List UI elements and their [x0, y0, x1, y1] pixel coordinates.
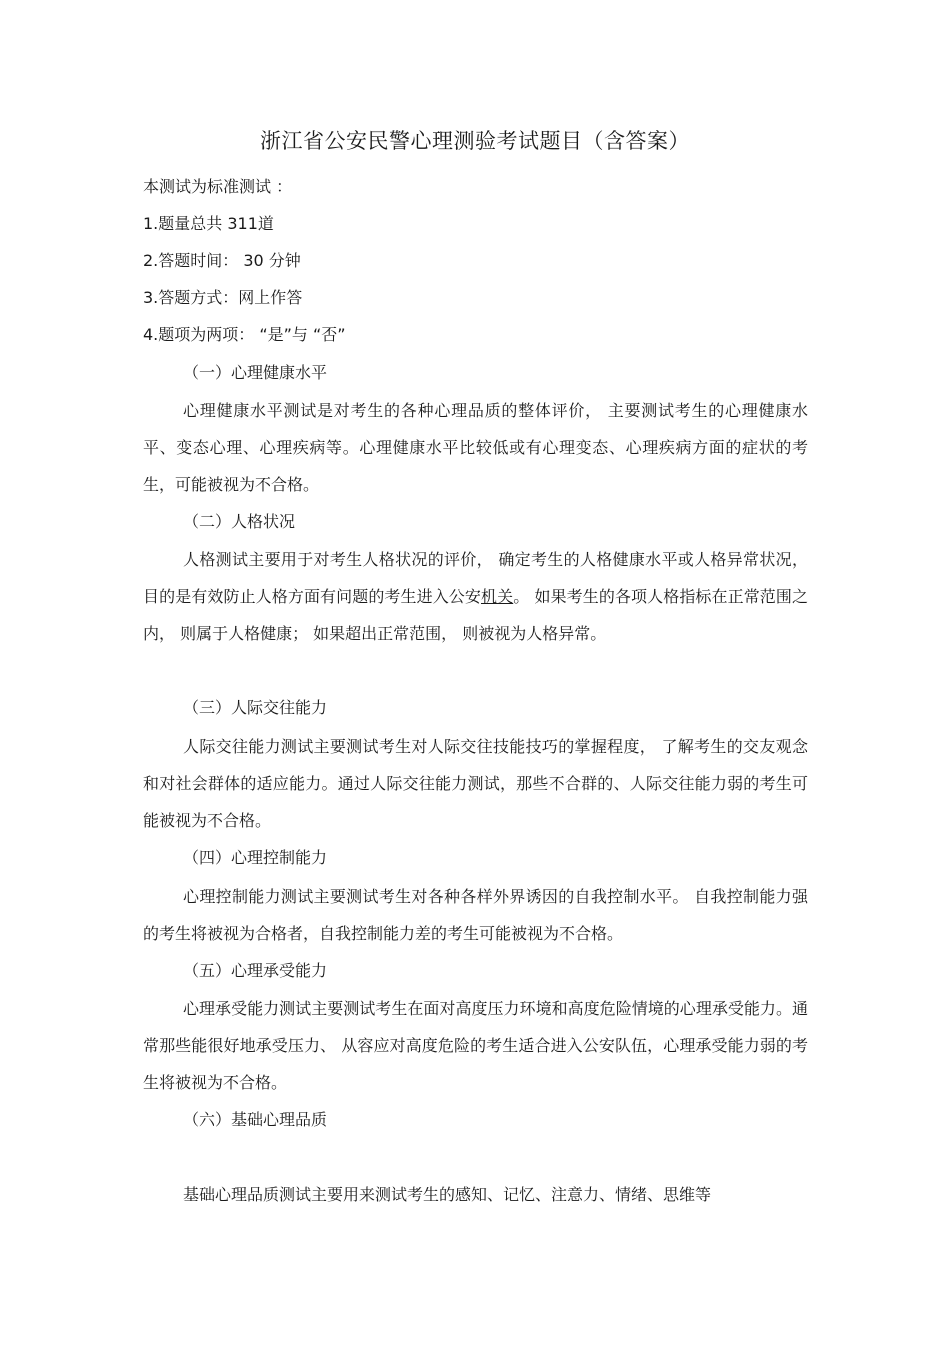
section-paragraph-personality	[143, 541, 808, 652]
paragraph-text: 人格测试主要用于对考生人格状况的评价， 确定考生的人格健康水平或人格异常状况， 目的是有效防止人格方面有问题的考生进入公安	[143, 550, 808, 606]
underlined-text: 机关	[481, 587, 514, 606]
section-paragraph-stress-tolerance: 心理承受能力测试主要测试考生在面对高度压力环境和高度危险情境的心理承受能力。通常那些能很好地承受压力、 从容应对高度危险的考生适合进入公安队伍，心理承受能力弱的考生将被视为不合格。	[143, 999, 808, 1092]
list-item-answer-time: 2.答题时间： 30 分钟	[143, 251, 301, 270]
list-item-question-count: 1.题量总共 311道	[143, 214, 274, 233]
section-heading-personality: （二）人格状况	[183, 512, 296, 531]
section-heading-self-control: （四）心理控制能力	[183, 848, 328, 867]
list-item-answer-options: 4.题项为两项： “是”与 “否”	[143, 325, 346, 344]
list-item-answer-method: 3.答题方式：网上作答	[143, 288, 303, 307]
section-heading-mental-health: （一）心理健康水平	[183, 363, 328, 382]
section-heading-interpersonal: （三）人际交往能力	[183, 698, 328, 717]
paragraph-text: 。 如果考生的各项人格指标在正常范围之内， 则属于人格健康； 如果超出正常范围， 则被视为人格异常。	[143, 587, 808, 643]
section-paragraph-self-control: 心理控制能力测试主要测试考生对各种各样外界诱因的自我控制水平。 自我控制能力强的考生将被视为合格者，自我控制能力差的考生可能被视为不合格。	[143, 887, 808, 943]
document-title: 浙江省公安民警心理测验考试题目（含答案）	[260, 129, 690, 153]
section-heading-basic-quality: （六）基础心理品质	[183, 1110, 328, 1129]
section-paragraph-interpersonal: 人际交往能力测试主要测试考生对人际交往技能技巧的掌握程度， 了解考生的交友观念和对社会群体的适应能力。通过人际交往能力测试，那些不合群的、人际交往能力弱的考生可能被视为不合格。	[143, 737, 808, 830]
intro-line: 本测试为标准测试 ：	[143, 177, 293, 196]
section-heading-stress-tolerance: （五）心理承受能力	[183, 961, 328, 980]
section-paragraph-mental-health: 心理健康水平测试是对考生的各种心理品质的整体评价， 主要测试考生的心理健康水平、变态心理、心理疾病等。心理健康水平比较低或有心理变态、心理疾病方面的症状的考生，可能被视为不合格。	[143, 401, 808, 494]
section-paragraph-basic-quality: 基础心理品质测试主要用来测试考生的感知、记忆、注意力、情绪、思维等	[183, 1185, 712, 1204]
